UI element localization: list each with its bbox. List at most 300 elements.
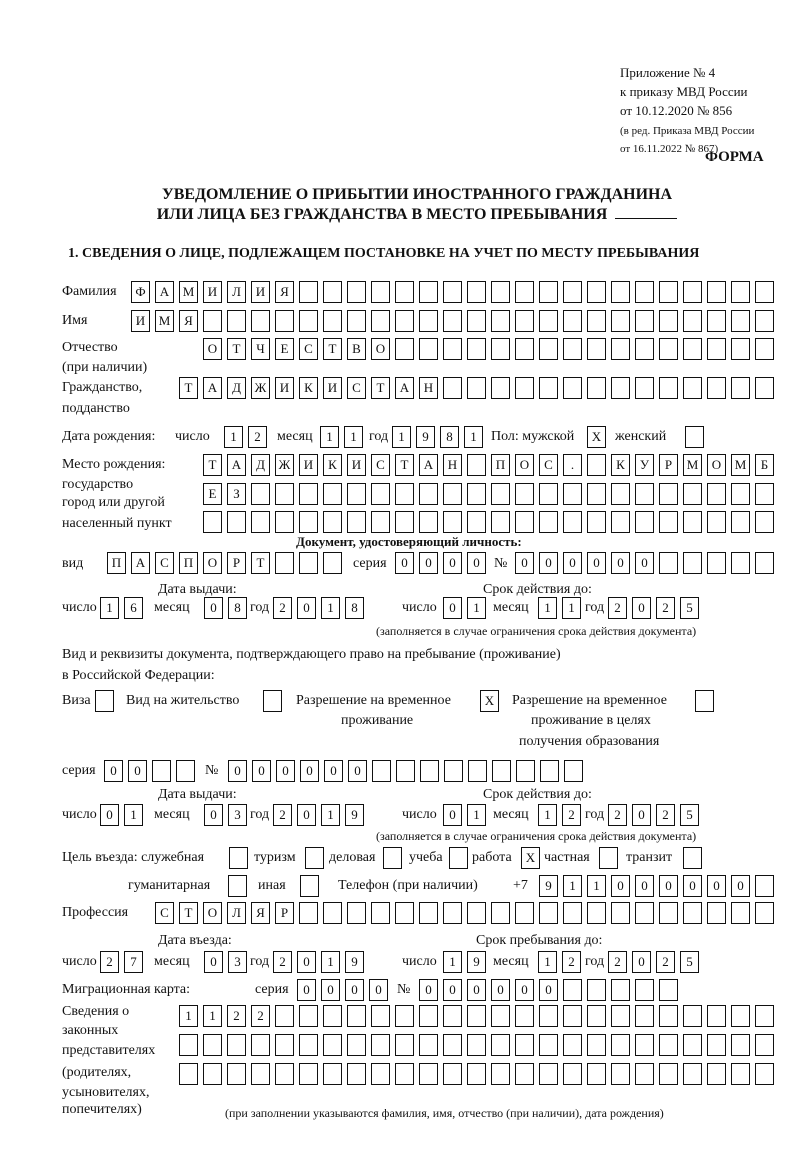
char-box[interactable]: 0 — [204, 804, 223, 826]
char-box[interactable] — [299, 483, 318, 505]
char-box[interactable] — [300, 875, 319, 897]
char-box[interactable] — [467, 483, 486, 505]
char-box[interactable] — [539, 377, 558, 399]
char-box[interactable]: 5 — [680, 951, 699, 973]
char-box[interactable]: 0 — [707, 875, 726, 897]
char-box[interactable] — [731, 281, 750, 303]
char-box[interactable]: 0 — [731, 875, 750, 897]
char-box[interactable]: 6 — [124, 597, 143, 619]
char-box[interactable] — [419, 483, 438, 505]
char-box[interactable] — [443, 1005, 462, 1027]
char-box[interactable] — [251, 1063, 270, 1085]
char-box[interactable]: С — [347, 377, 366, 399]
char-box[interactable] — [707, 511, 726, 533]
char-box[interactable] — [229, 847, 248, 869]
char-box[interactable] — [227, 310, 246, 332]
char-box[interactable]: О — [203, 552, 222, 574]
char-box[interactable] — [275, 310, 294, 332]
char-box[interactable] — [611, 1005, 630, 1027]
char-box[interactable] — [347, 1005, 366, 1027]
char-box[interactable] — [395, 511, 414, 533]
char-box[interactable] — [251, 1034, 270, 1056]
char-box[interactable] — [611, 979, 630, 1001]
char-box[interactable] — [443, 338, 462, 360]
char-box[interactable] — [449, 847, 468, 869]
char-box[interactable] — [395, 1034, 414, 1056]
char-box[interactable] — [228, 875, 247, 897]
char-box[interactable] — [275, 552, 294, 574]
char-box[interactable]: 0 — [252, 760, 271, 782]
char-box[interactable] — [491, 902, 510, 924]
char-box[interactable]: 0 — [539, 552, 558, 574]
char-box[interactable]: 2 — [656, 951, 675, 973]
char-box[interactable] — [731, 552, 750, 574]
char-box[interactable] — [420, 760, 439, 782]
char-box[interactable]: Л — [227, 902, 246, 924]
char-box[interactable]: 2 — [608, 597, 627, 619]
char-box[interactable] — [683, 483, 702, 505]
char-box[interactable]: X — [480, 690, 499, 712]
char-box[interactable] — [515, 511, 534, 533]
char-box[interactable] — [275, 511, 294, 533]
char-box[interactable]: X — [587, 426, 606, 448]
stay-issue-year-boxes[interactable] — [273, 804, 364, 826]
reps-boxes-2[interactable] — [179, 1034, 774, 1056]
char-box[interactable] — [563, 1005, 582, 1027]
char-box[interactable] — [683, 310, 702, 332]
char-box[interactable] — [443, 310, 462, 332]
char-box[interactable] — [635, 902, 654, 924]
char-box[interactable] — [695, 690, 714, 712]
char-box[interactable] — [731, 483, 750, 505]
char-box[interactable] — [443, 511, 462, 533]
char-box[interactable] — [347, 1034, 366, 1056]
char-box[interactable] — [372, 760, 391, 782]
char-box[interactable] — [251, 483, 270, 505]
char-box[interactable] — [755, 1063, 774, 1085]
char-box[interactable] — [467, 454, 486, 476]
char-box[interactable] — [659, 310, 678, 332]
char-box[interactable]: Ч — [251, 338, 270, 360]
char-box[interactable] — [659, 281, 678, 303]
char-box[interactable] — [587, 1063, 606, 1085]
char-box[interactable] — [395, 483, 414, 505]
char-box[interactable] — [683, 377, 702, 399]
char-box[interactable] — [731, 377, 750, 399]
char-box[interactable]: И — [251, 281, 270, 303]
char-box[interactable] — [179, 1063, 198, 1085]
char-box[interactable]: 8 — [440, 426, 459, 448]
citizenship-boxes[interactable] — [179, 377, 774, 399]
char-box[interactable] — [203, 310, 222, 332]
char-box[interactable]: С — [299, 338, 318, 360]
char-box[interactable] — [683, 552, 702, 574]
char-box[interactable]: 1 — [587, 875, 606, 897]
char-box[interactable] — [755, 1005, 774, 1027]
char-box[interactable]: 2 — [100, 951, 119, 973]
char-box[interactable] — [203, 1063, 222, 1085]
id-valid-day-boxes[interactable] — [443, 597, 486, 619]
char-box[interactable]: 0 — [632, 597, 651, 619]
birth-place-boxes-2[interactable] — [203, 483, 774, 505]
char-box[interactable]: 0 — [348, 760, 367, 782]
char-box[interactable]: 1 — [563, 875, 582, 897]
char-box[interactable] — [419, 1005, 438, 1027]
char-box[interactable] — [419, 281, 438, 303]
char-box[interactable] — [395, 902, 414, 924]
char-box[interactable] — [395, 281, 414, 303]
char-box[interactable] — [468, 760, 487, 782]
char-box[interactable] — [227, 1063, 246, 1085]
char-box[interactable]: 0 — [324, 760, 343, 782]
char-box[interactable]: Н — [443, 454, 462, 476]
char-box[interactable]: Д — [251, 454, 270, 476]
char-box[interactable]: О — [203, 338, 222, 360]
char-box[interactable]: П — [179, 552, 198, 574]
char-box[interactable]: К — [611, 454, 630, 476]
char-box[interactable] — [635, 377, 654, 399]
char-box[interactable] — [635, 511, 654, 533]
char-box[interactable]: И — [323, 377, 342, 399]
char-box[interactable]: 0 — [321, 979, 340, 1001]
char-box[interactable] — [731, 902, 750, 924]
residence-checkbox[interactable] — [263, 690, 282, 712]
char-box[interactable] — [539, 511, 558, 533]
char-box[interactable]: 0 — [297, 597, 316, 619]
char-box[interactable]: 1 — [124, 804, 143, 826]
char-box[interactable] — [515, 483, 534, 505]
char-box[interactable]: 2 — [608, 804, 627, 826]
char-box[interactable]: О — [203, 902, 222, 924]
purpose-official-checkbox[interactable] — [229, 847, 248, 869]
char-box[interactable] — [587, 281, 606, 303]
stay-day-boxes[interactable] — [443, 951, 486, 973]
char-box[interactable] — [587, 979, 606, 1001]
char-box[interactable] — [659, 1005, 678, 1027]
char-box[interactable] — [539, 310, 558, 332]
char-box[interactable]: И — [347, 454, 366, 476]
char-box[interactable] — [299, 552, 318, 574]
surname-boxes[interactable] — [131, 281, 774, 303]
char-box[interactable] — [659, 483, 678, 505]
char-box[interactable] — [467, 511, 486, 533]
char-box[interactable] — [515, 902, 534, 924]
char-box[interactable]: 7 — [124, 951, 143, 973]
char-box[interactable]: X — [521, 847, 540, 869]
char-box[interactable] — [323, 1005, 342, 1027]
char-box[interactable] — [491, 511, 510, 533]
char-box[interactable]: И — [275, 377, 294, 399]
char-box[interactable]: Ж — [251, 377, 270, 399]
char-box[interactable] — [635, 281, 654, 303]
char-box[interactable] — [587, 1034, 606, 1056]
birth-day-boxes[interactable] — [224, 426, 267, 448]
char-box[interactable]: 0 — [539, 979, 558, 1001]
char-box[interactable]: 5 — [680, 804, 699, 826]
char-box[interactable]: 2 — [273, 804, 292, 826]
char-box[interactable]: О — [707, 454, 726, 476]
title-blank-line[interactable] — [615, 206, 677, 219]
char-box[interactable]: 9 — [345, 804, 364, 826]
char-box[interactable] — [707, 483, 726, 505]
char-box[interactable] — [635, 310, 654, 332]
char-box[interactable]: И — [131, 310, 150, 332]
char-box[interactable] — [683, 847, 702, 869]
char-box[interactable] — [251, 310, 270, 332]
char-box[interactable]: 1 — [443, 951, 462, 973]
char-box[interactable]: 0 — [297, 804, 316, 826]
char-box[interactable]: А — [419, 454, 438, 476]
char-box[interactable] — [587, 902, 606, 924]
char-box[interactable]: 0 — [419, 552, 438, 574]
char-box[interactable] — [347, 902, 366, 924]
char-box[interactable] — [347, 483, 366, 505]
char-box[interactable] — [659, 1063, 678, 1085]
char-box[interactable]: 8 — [345, 597, 364, 619]
char-box[interactable] — [539, 483, 558, 505]
char-box[interactable]: 3 — [228, 951, 247, 973]
char-box[interactable]: Т — [395, 454, 414, 476]
char-box[interactable] — [707, 902, 726, 924]
char-box[interactable] — [347, 1063, 366, 1085]
stay-issue-month-boxes[interactable] — [204, 804, 247, 826]
char-box[interactable] — [371, 281, 390, 303]
char-box[interactable] — [491, 1005, 510, 1027]
char-box[interactable]: И — [203, 281, 222, 303]
char-box[interactable] — [683, 1034, 702, 1056]
char-box[interactable] — [539, 902, 558, 924]
char-box[interactable] — [323, 483, 342, 505]
char-box[interactable] — [683, 511, 702, 533]
char-box[interactable]: 1 — [321, 804, 340, 826]
char-box[interactable] — [563, 338, 582, 360]
char-box[interactable] — [707, 310, 726, 332]
char-box[interactable] — [419, 310, 438, 332]
profession-boxes[interactable] — [155, 902, 774, 924]
char-box[interactable]: 1 — [321, 597, 340, 619]
char-box[interactable]: 1 — [538, 804, 557, 826]
char-box[interactable] — [491, 281, 510, 303]
char-box[interactable] — [515, 1063, 534, 1085]
char-box[interactable] — [635, 1005, 654, 1027]
char-box[interactable]: Е — [275, 338, 294, 360]
char-box[interactable]: 0 — [276, 760, 295, 782]
char-box[interactable]: 0 — [587, 552, 606, 574]
char-box[interactable] — [491, 1034, 510, 1056]
char-box[interactable] — [659, 1034, 678, 1056]
char-box[interactable] — [419, 902, 438, 924]
char-box[interactable]: И — [299, 454, 318, 476]
char-box[interactable]: 0 — [632, 804, 651, 826]
char-box[interactable] — [443, 1034, 462, 1056]
char-box[interactable] — [635, 483, 654, 505]
purpose-transit-checkbox[interactable] — [683, 847, 702, 869]
char-box[interactable] — [755, 902, 774, 924]
char-box[interactable]: П — [107, 552, 126, 574]
char-box[interactable]: С — [155, 552, 174, 574]
char-box[interactable] — [755, 875, 774, 897]
char-box[interactable] — [611, 511, 630, 533]
char-box[interactable]: А — [155, 281, 174, 303]
char-box[interactable] — [755, 483, 774, 505]
char-box[interactable] — [275, 1063, 294, 1085]
char-box[interactable]: 1 — [562, 597, 581, 619]
char-box[interactable] — [540, 760, 559, 782]
char-box[interactable] — [731, 511, 750, 533]
char-box[interactable] — [611, 1063, 630, 1085]
char-box[interactable] — [383, 847, 402, 869]
char-box[interactable] — [685, 426, 704, 448]
char-box[interactable]: С — [371, 454, 390, 476]
char-box[interactable] — [305, 847, 324, 869]
birth-year-boxes[interactable] — [392, 426, 483, 448]
char-box[interactable] — [299, 281, 318, 303]
char-box[interactable] — [563, 511, 582, 533]
char-box[interactable] — [371, 902, 390, 924]
char-box[interactable]: 0 — [369, 979, 388, 1001]
char-box[interactable]: 0 — [467, 552, 486, 574]
char-box[interactable] — [516, 760, 535, 782]
char-box[interactable] — [323, 281, 342, 303]
char-box[interactable] — [587, 338, 606, 360]
sex-male-checkbox[interactable] — [587, 426, 606, 448]
purpose-humanitarian-checkbox[interactable] — [228, 875, 247, 897]
entry-year-boxes[interactable] — [273, 951, 364, 973]
char-box[interactable] — [323, 511, 342, 533]
id-number-boxes[interactable] — [515, 552, 774, 574]
char-box[interactable]: Д — [227, 377, 246, 399]
id-issue-day-boxes[interactable] — [100, 597, 143, 619]
char-box[interactable] — [731, 310, 750, 332]
char-box[interactable]: Р — [227, 552, 246, 574]
char-box[interactable] — [491, 1063, 510, 1085]
char-box[interactable]: 0 — [659, 875, 678, 897]
char-box[interactable] — [95, 690, 114, 712]
char-box[interactable] — [467, 310, 486, 332]
char-box[interactable] — [755, 511, 774, 533]
char-box[interactable] — [491, 310, 510, 332]
stay-number-boxes[interactable] — [228, 760, 583, 782]
char-box[interactable]: 0 — [419, 979, 438, 1001]
char-box[interactable]: 0 — [443, 597, 462, 619]
char-box[interactable] — [515, 1005, 534, 1027]
char-box[interactable] — [611, 338, 630, 360]
char-box[interactable]: 2 — [562, 951, 581, 973]
char-box[interactable] — [611, 1034, 630, 1056]
stay-valid-day-boxes[interactable] — [443, 804, 486, 826]
char-box[interactable] — [395, 310, 414, 332]
purpose-other-checkbox[interactable] — [300, 875, 319, 897]
char-box[interactable] — [371, 1063, 390, 1085]
char-box[interactable]: Ф — [131, 281, 150, 303]
char-box[interactable] — [395, 338, 414, 360]
char-box[interactable] — [755, 338, 774, 360]
char-box[interactable] — [539, 338, 558, 360]
id-kind-boxes[interactable] — [107, 552, 342, 574]
char-box[interactable] — [176, 760, 195, 782]
id-issue-year-boxes[interactable] — [273, 597, 364, 619]
char-box[interactable] — [371, 1005, 390, 1027]
char-box[interactable] — [683, 902, 702, 924]
reps-boxes-3[interactable] — [179, 1063, 774, 1085]
char-box[interactable]: 1 — [321, 951, 340, 973]
stay-valid-month-boxes[interactable] — [538, 804, 581, 826]
char-box[interactable] — [203, 1034, 222, 1056]
char-box[interactable]: 0 — [300, 760, 319, 782]
temp-edu-checkbox[interactable] — [695, 690, 714, 712]
stay-series-boxes[interactable] — [104, 760, 195, 782]
char-box[interactable] — [539, 1063, 558, 1085]
char-box[interactable] — [683, 1063, 702, 1085]
char-box[interactable]: 8 — [228, 597, 247, 619]
char-box[interactable]: 2 — [251, 1005, 270, 1027]
char-box[interactable] — [152, 760, 171, 782]
char-box[interactable] — [371, 483, 390, 505]
char-box[interactable]: 0 — [100, 804, 119, 826]
char-box[interactable] — [227, 511, 246, 533]
char-box[interactable]: 0 — [635, 875, 654, 897]
char-box[interactable]: Т — [371, 377, 390, 399]
char-box[interactable]: М — [731, 454, 750, 476]
char-box[interactable]: М — [683, 454, 702, 476]
char-box[interactable] — [659, 902, 678, 924]
char-box[interactable]: Т — [179, 377, 198, 399]
char-box[interactable]: А — [395, 377, 414, 399]
char-box[interactable] — [587, 454, 606, 476]
char-box[interactable]: 2 — [273, 951, 292, 973]
char-box[interactable] — [515, 377, 534, 399]
char-box[interactable] — [707, 338, 726, 360]
char-box[interactable]: С — [539, 454, 558, 476]
char-box[interactable] — [599, 847, 618, 869]
char-box[interactable] — [707, 1005, 726, 1027]
char-box[interactable] — [467, 1005, 486, 1027]
sex-female-checkbox[interactable] — [685, 426, 704, 448]
char-box[interactable] — [564, 760, 583, 782]
char-box[interactable]: 0 — [204, 597, 223, 619]
char-box[interactable] — [755, 281, 774, 303]
char-box[interactable]: А — [227, 454, 246, 476]
char-box[interactable]: 0 — [515, 552, 534, 574]
char-box[interactable] — [467, 377, 486, 399]
char-box[interactable] — [587, 511, 606, 533]
char-box[interactable] — [731, 1005, 750, 1027]
char-box[interactable]: 0 — [632, 951, 651, 973]
char-box[interactable] — [467, 1034, 486, 1056]
char-box[interactable]: Т — [179, 902, 198, 924]
char-box[interactable] — [635, 338, 654, 360]
char-box[interactable] — [563, 1063, 582, 1085]
char-box[interactable] — [539, 281, 558, 303]
char-box[interactable] — [371, 1034, 390, 1056]
char-box[interactable]: 0 — [228, 760, 247, 782]
char-box[interactable] — [515, 310, 534, 332]
char-box[interactable] — [299, 902, 318, 924]
entry-day-boxes[interactable] — [100, 951, 143, 973]
char-box[interactable] — [323, 902, 342, 924]
char-box[interactable]: 9 — [539, 875, 558, 897]
char-box[interactable] — [659, 377, 678, 399]
char-box[interactable] — [659, 338, 678, 360]
birth-place-boxes-1[interactable] — [203, 454, 774, 476]
char-box[interactable]: З — [227, 483, 246, 505]
char-box[interactable]: У — [635, 454, 654, 476]
char-box[interactable]: Я — [251, 902, 270, 924]
char-box[interactable] — [299, 1034, 318, 1056]
char-box[interactable] — [467, 281, 486, 303]
char-box[interactable]: 0 — [443, 979, 462, 1001]
char-box[interactable] — [275, 1034, 294, 1056]
